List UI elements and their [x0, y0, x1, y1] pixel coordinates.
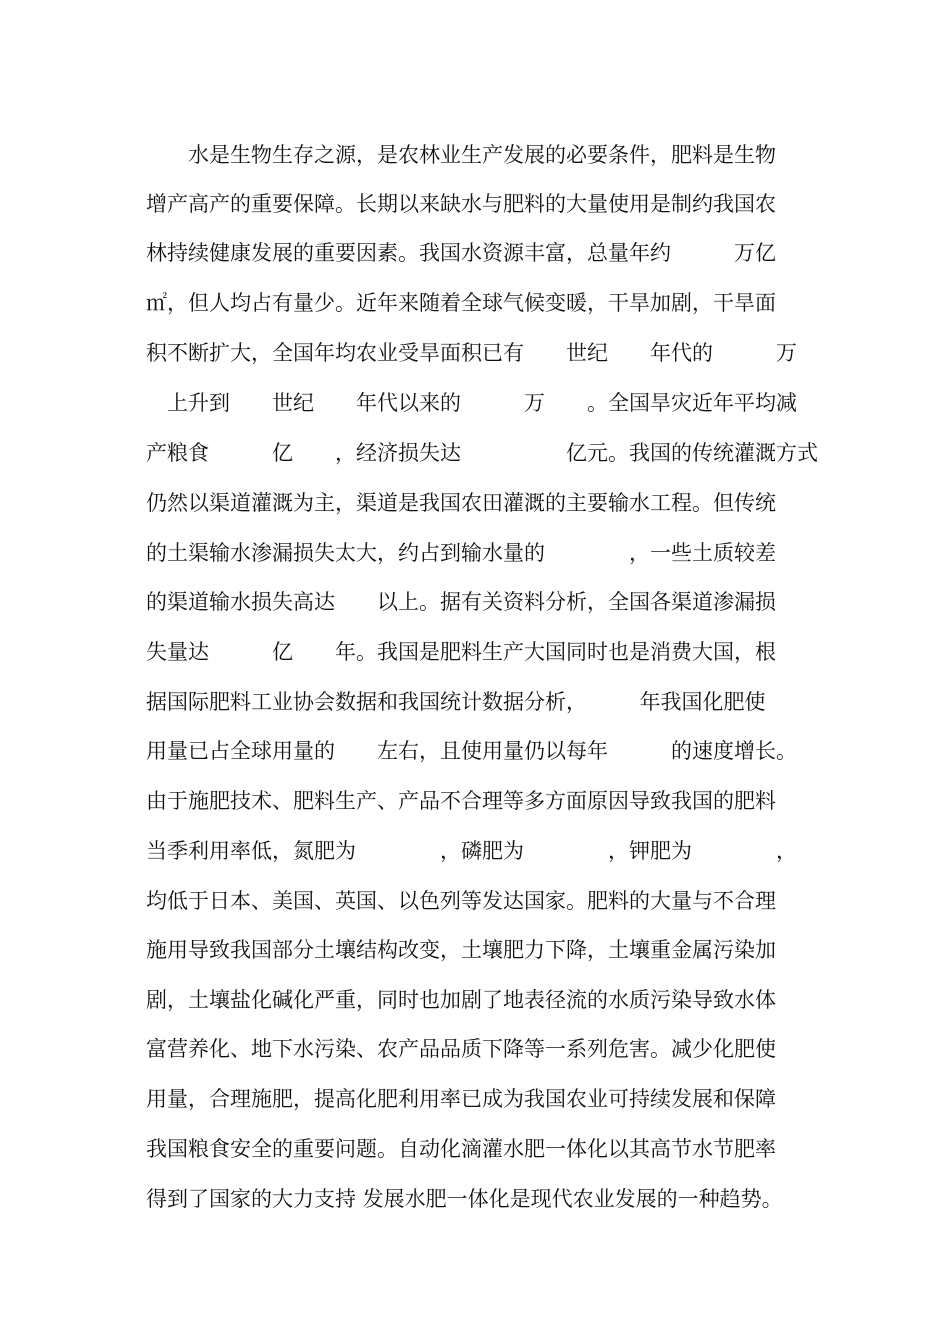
paragraph-line: 产粮食 亿 ，经济损失达 亿元。我国的传统灌溉方式 — [146, 441, 818, 465]
paragraph-line: 仍然以渠道灌溉为主，渠道是我国农田灌溉的主要输水工程。但传统 — [146, 491, 776, 515]
paragraph-line: 上升到 世纪 年代以来的 万 。全国旱灾近年平均减 — [146, 391, 797, 415]
paragraph-line: ㎡，但人均占有量少。近年来随着全球气候变暖，干旱加剧，干旱面 — [146, 291, 776, 315]
paragraph-line: 增产高产的重要保障。长期以来缺水与肥料的大量使用是制约我国农 — [146, 192, 776, 216]
paragraph-line: 剧，土壤盐化碱化严重，同时也加剧了地表径流的水质污染导致水体 — [146, 988, 776, 1012]
paragraph-line: 得到了国家的大力支持 发展水肥一体化是现代农业发展的一种趋势。 — [146, 1187, 783, 1211]
paragraph-line: 积不断扩大，全国年均农业受旱面积已有 世纪 年代的 万 — [146, 341, 797, 365]
paragraph-line: 据国际肥料工业协会数据和我国统计数据分析， 年我国化肥使 — [146, 690, 766, 714]
paragraph-line: 富营养化、地下水污染、农产品品质下降等一系列危害。减少化肥使 — [146, 1037, 776, 1061]
paragraph-line: 当季利用率低，氮肥为 ，磷肥为 ，钾肥为 ， — [146, 839, 797, 863]
paragraph-line: 用量已占全球用量的 左右，且使用量仍以每年 的速度增长。 — [146, 739, 797, 763]
paragraph-line: 由于施肥技术、肥料生产、产品不合理等多方面原因导致我国的肥料 — [146, 789, 776, 813]
paragraph-line: 的土渠输水渗漏损失太大，约占到输水量的 ，一些土质较差 — [146, 541, 776, 565]
paragraph-line: 用量，合理施肥，提高化肥利用率已成为我国农业可持续发展和保障 — [146, 1087, 776, 1111]
paragraph-line: 我国粮食安全的重要问题。自动化滴灌水肥一体化以其高节水节肥率 — [146, 1137, 776, 1161]
paragraph-line: 失量达 亿 年。我国是肥料生产大国同时也是消费大国，根 — [146, 640, 776, 664]
paragraph-line: 水是生物生存之源，是农林业生产发展的必要条件，肥料是生物 — [146, 143, 776, 167]
paragraph-line: 均低于日本、美国、英国、以色列等发达国家。肥料的大量与不合理 — [146, 889, 776, 913]
paragraph-line: 林持续健康发展的重要因素。我国水资源丰富，总量年约 万亿 — [146, 241, 776, 265]
paragraph-line: 的渠道输水损失高达 以上。据有关资料分析，全国各渠道渗漏损 — [146, 590, 776, 614]
paragraph-line: 施用导致我国部分土壤结构改变，土壤肥力下降，土壤重金属污染加 — [146, 938, 776, 962]
